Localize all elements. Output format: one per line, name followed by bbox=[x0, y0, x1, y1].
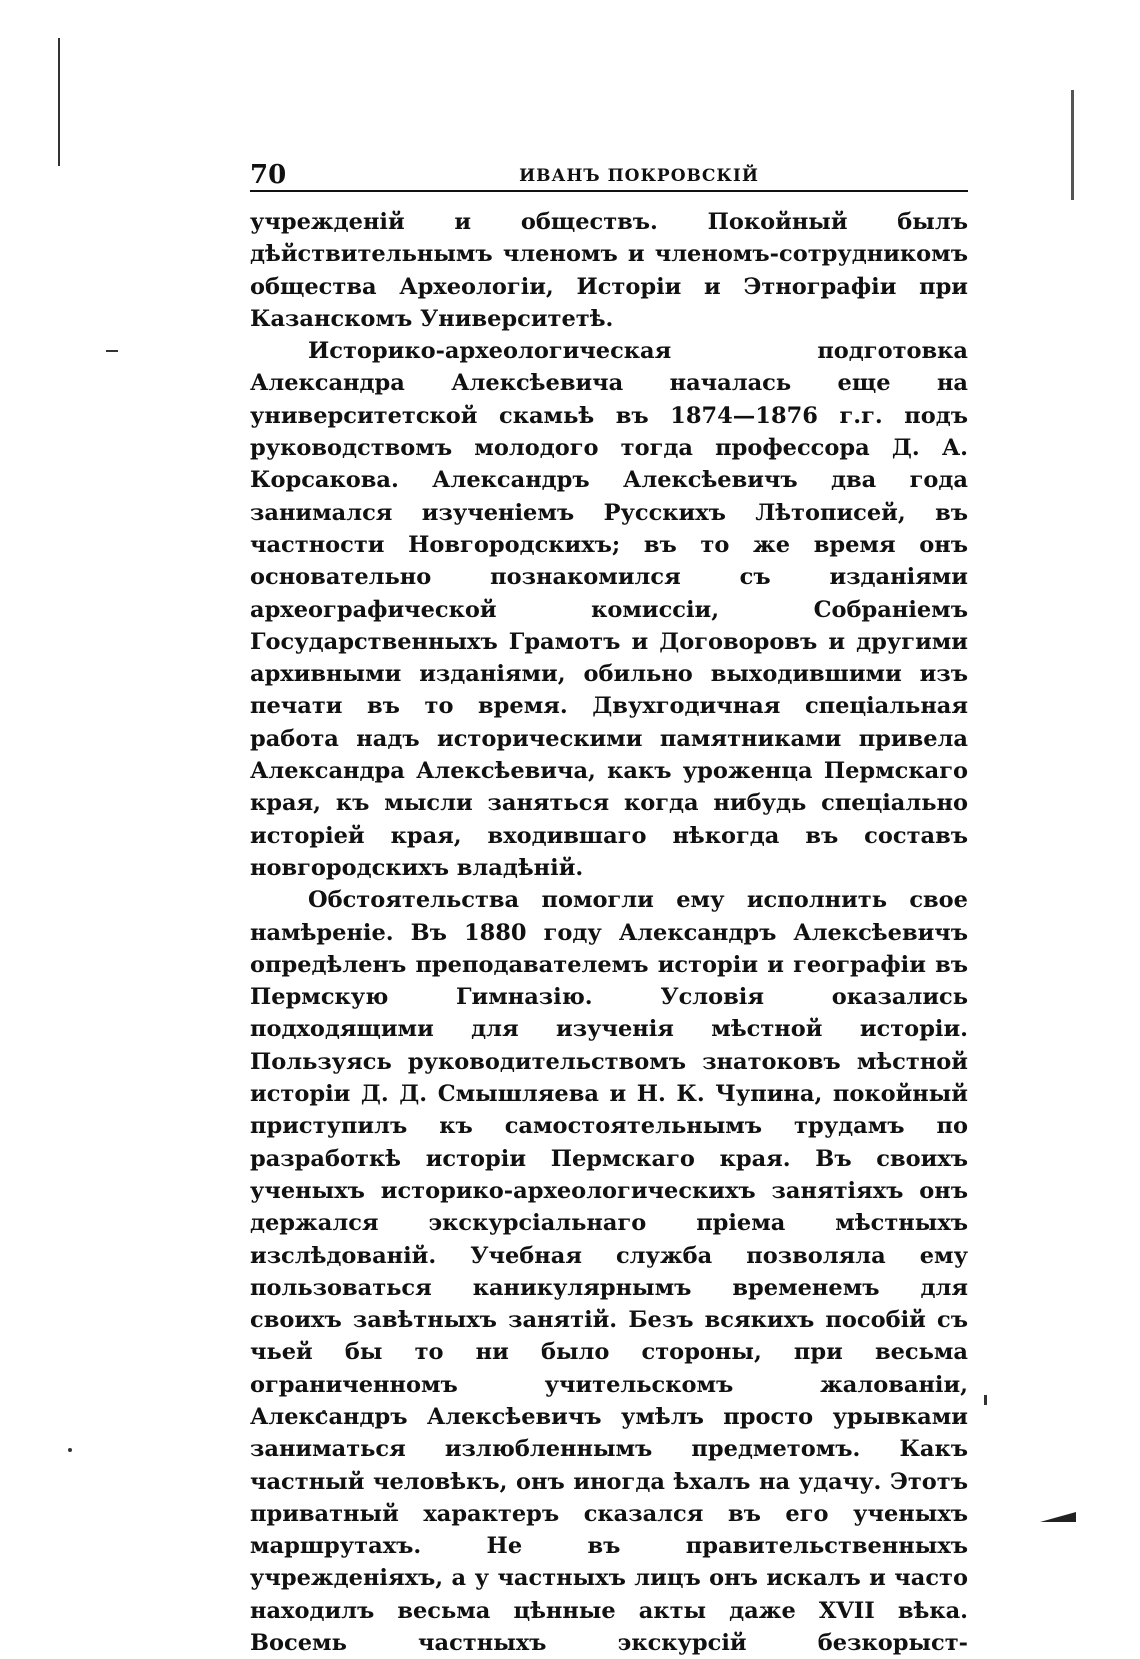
scan-dot-mark bbox=[68, 1448, 72, 1452]
page-number: 70 bbox=[250, 160, 287, 190]
paragraph-continuation: учрежденій и обществъ. Покойный былъ дѣйствительнымъ членомъ и членомъ-сотрудникомъ общества Археологіи, Исторіи и Этнографіи при Казанскомъ Университетѣ. bbox=[250, 209, 968, 332]
scan-corner-mark bbox=[1040, 1512, 1076, 1522]
book-page bbox=[250, 160, 968, 1659]
paragraph-historical-training: Историко-археологическая подготовка Александра Алексѣевича началась еще на университетской скамьѣ въ 1874—1876 г.г. подъ руководствомъ молодого тогда профессора Д. А. Корсакова. Александръ Алексѣевичъ два года занимался изученіемъ Русскихъ Лѣтописей, въ частности Новгородскихъ; въ то же время онъ основательно познакомился съ изданіями археографической комиссіи, Собраніемъ Государственныхъ Грамотъ и Договоровъ и другими архивными изданіями, обильно выходившими изъ печати въ то время. Двухгодичная спеціальная работа надъ историческими памятниками привела Александра Алексѣевича, какъ уроженца Пермскаго края, къ мысли заняться когда нибудь спеціально исторіей края, входившаго нѣкогда въ составъ новгородскихъ владѣній. bbox=[250, 338, 968, 881]
running-head: ИВАНЪ ПОКРОВСКІЙ bbox=[519, 166, 759, 186]
scan-margin-line bbox=[58, 38, 60, 166]
paragraph-circumstances: Обстоятельства помогли ему исполнить свое намѣреніе. Въ 1880 году Александръ Алексѣевичъ опредѣленъ преподавателемъ исторіи и географіи въ Пермскую Гимназію. Условія оказались подходящими для изученія мѣстной исторіи. Пользуясь руководительствомъ знатоковъ мѣстной исторіи Д. Д. Смышляева и Н. К. Чупина, покойный приступилъ къ самостоятельнымъ трудамъ по разработкѣ исторіи Пермскаго края. Въ своихъ ученыхъ историко-археологическихъ занятіяхъ онъ держался экскурсіальнаго пріема мѣстныхъ изслѣдованій. Учебная служба позволяла ему пользоваться каникулярнымъ временемъ для своихъ завѣтныхъ занятій. Безъ всякихъ пособій съ чьей бы то ни было стороны, при весьма ограниченномъ учительскомъ жалованіи, Александръ Алексѣевичъ умѣлъ просто урывками заниматься излюбленнымъ предметомъ. Какъ частный человѣкъ, онъ иногда ѣхалъ на удачу. Этотъ приватный характеръ сказался въ его ученыхъ маршрутахъ. Не въ правительственныхъ учрежденіяхъ, а у частныхъ лицъ онъ искалъ и часто находилъ весьма цѣнные акты даже XVII вѣка. Восемь частныхъ экскурсій безкорыст- bbox=[250, 887, 968, 1657]
scan-dot-mark bbox=[984, 1395, 987, 1405]
page-header bbox=[250, 160, 968, 192]
scan-edge-mark bbox=[1071, 90, 1074, 200]
scan-dash-mark bbox=[106, 350, 118, 352]
